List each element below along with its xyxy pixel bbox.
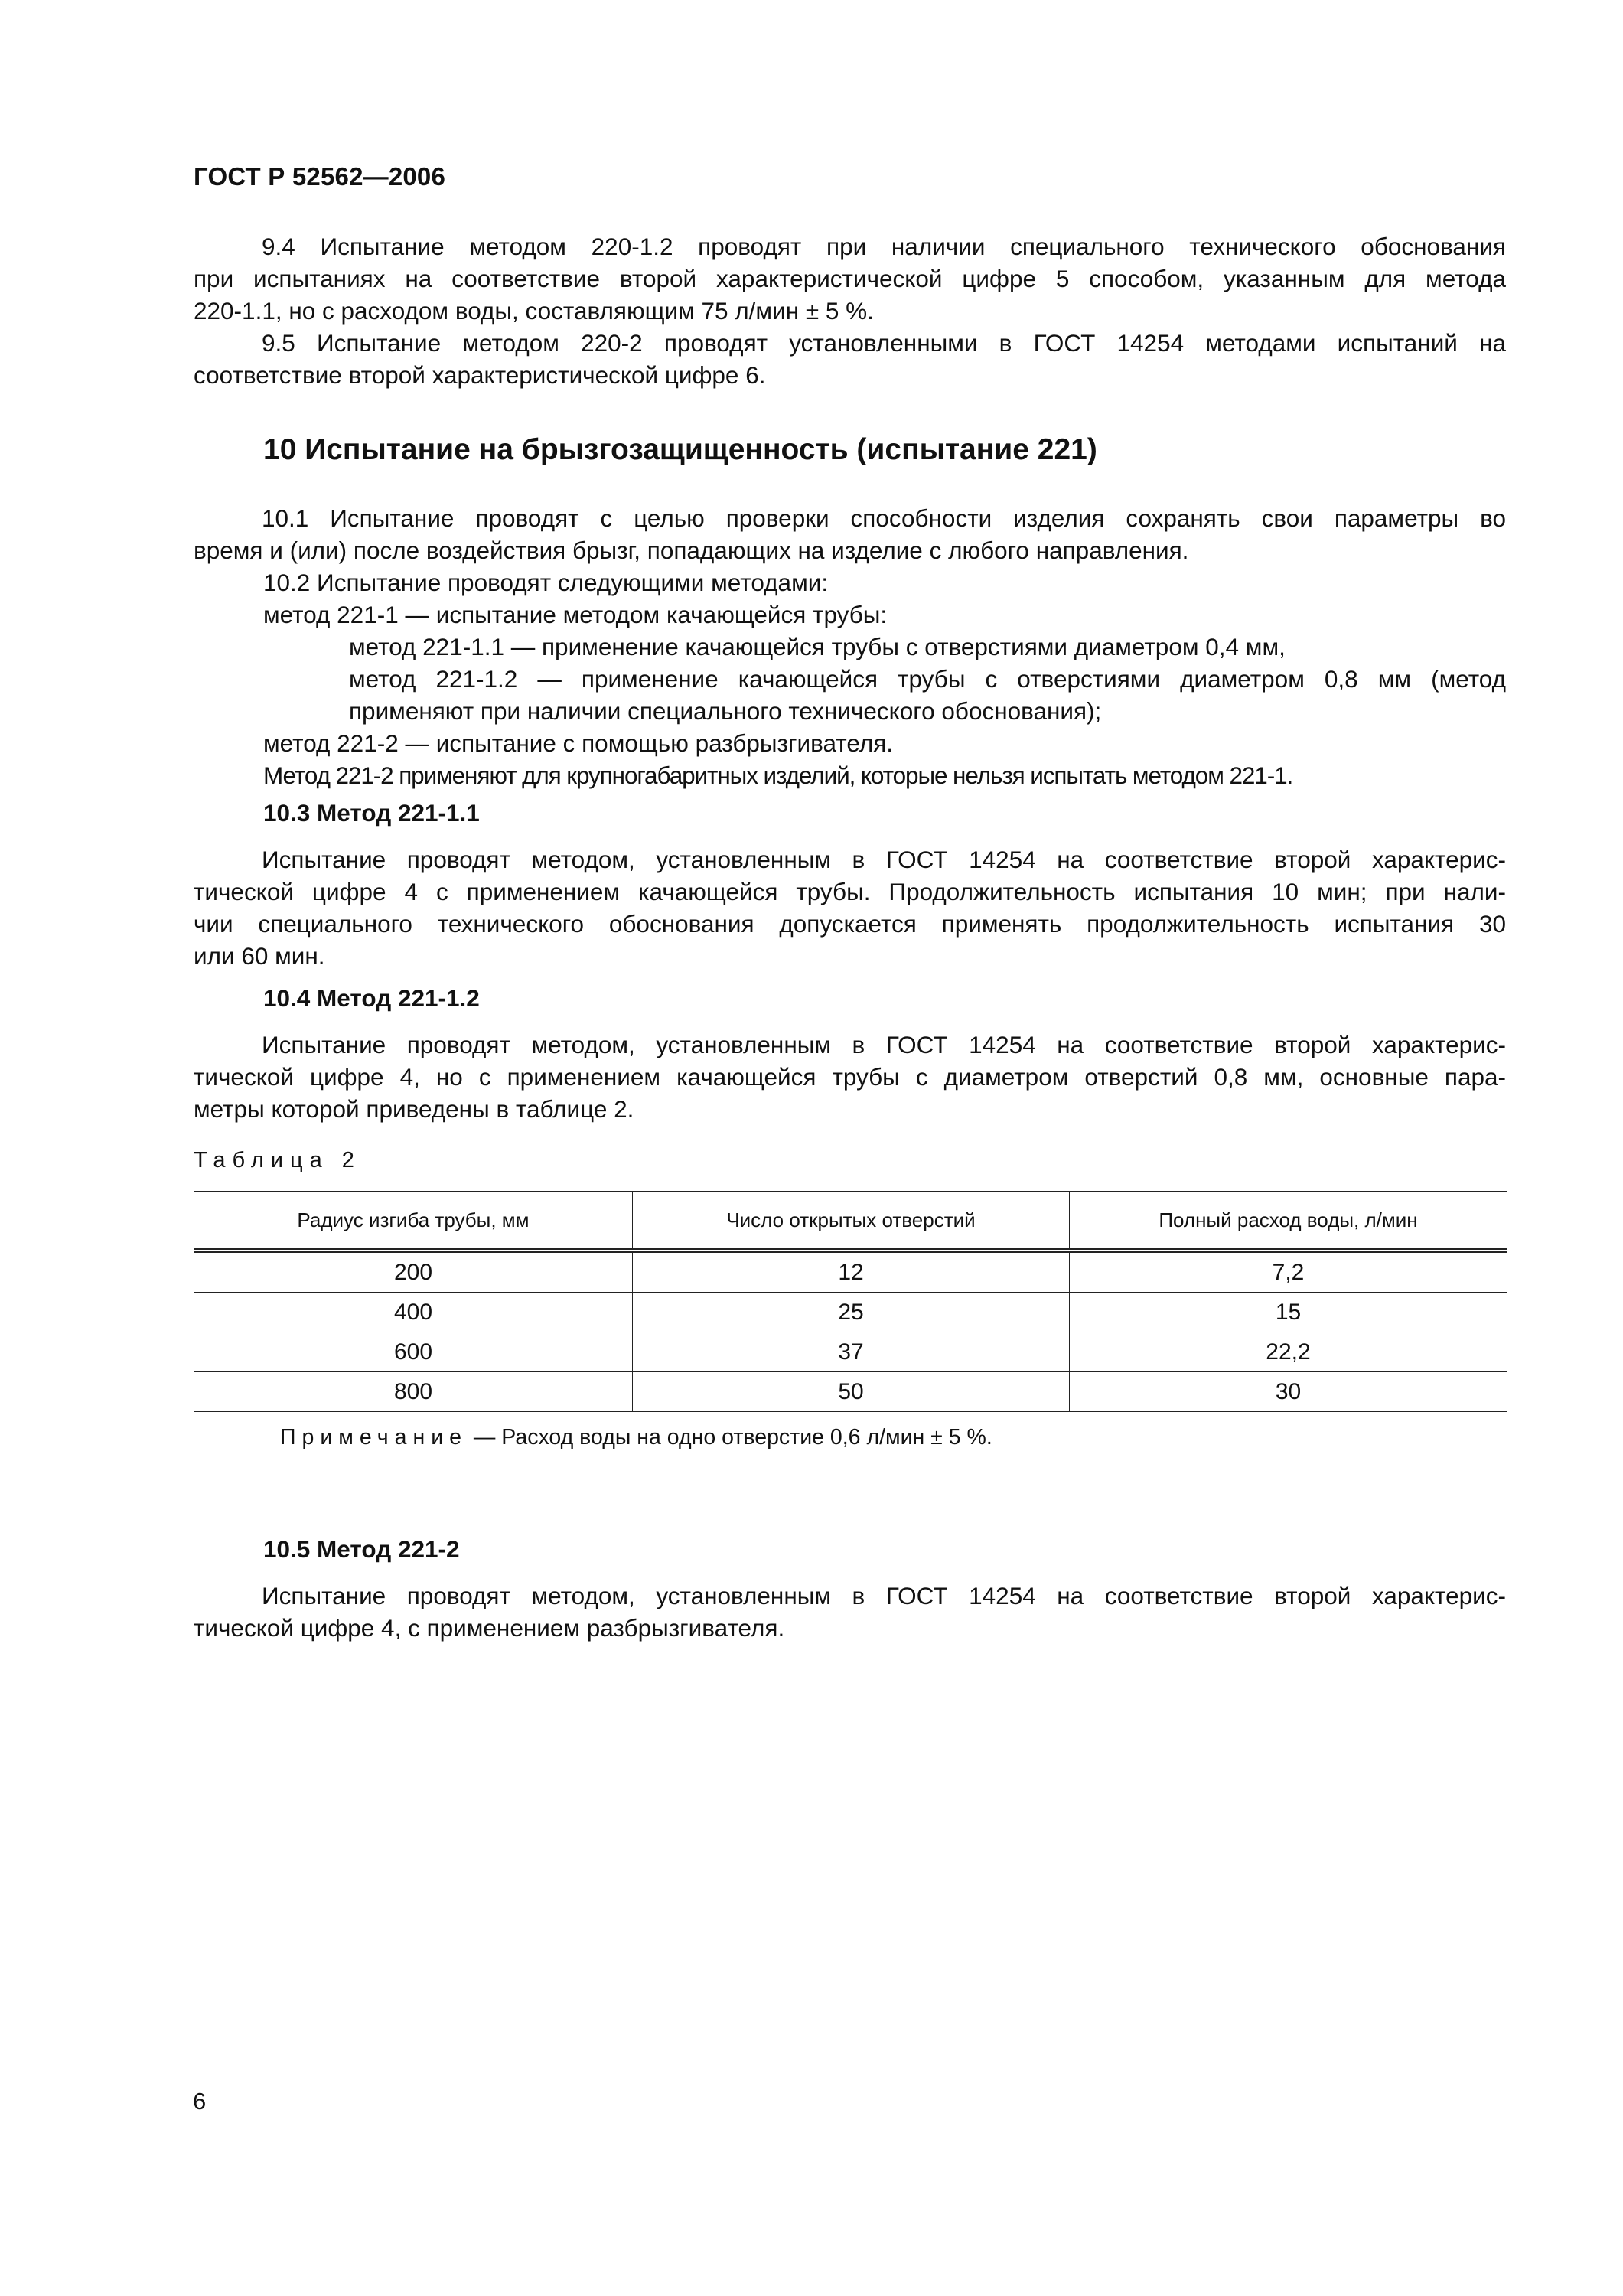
subsection-10-3-heading: 10.3 Метод 221-1.1 bbox=[263, 799, 480, 827]
method-221-1-2-cont: применяют при наличии специального технического обоснования); bbox=[349, 697, 1102, 725]
paragraph-10-3-line: Испытание проводят методом, установленным в ГОСТ 14254 на соответствие второй характерис- bbox=[262, 846, 1506, 873]
paragraph-9-5-line: 9.5 Испытание методом 220-2 проводят установленными в ГОСТ 14254 методами испытаний на bbox=[262, 329, 1506, 357]
paragraph-9-4-line: 220-1.1, но с расходом воды, составляющим 75 л/мин ± 5 %. bbox=[194, 297, 874, 325]
table-note-label: Примечание bbox=[280, 1424, 468, 1450]
paragraph-10-2: 10.2 Испытание проводят следующими методами: bbox=[263, 569, 829, 596]
table-cell: 12 bbox=[633, 1251, 1070, 1293]
method-221-2-note: Метод 221-2 применяют для крупногабаритных изделий, которые нельзя испытать методом 221-1. bbox=[263, 762, 1293, 789]
section-10-heading: 10 Испытание на брызгозащищенность (испытание 221) bbox=[263, 433, 1097, 466]
subsection-10-5-heading: 10.5 Метод 221-2 bbox=[263, 1535, 460, 1563]
table-cell: 400 bbox=[194, 1293, 633, 1332]
table-cell: 37 bbox=[633, 1332, 1070, 1372]
paragraph-10-4-line: Испытание проводят методом, установленным в ГОСТ 14254 на соответствие второй характерис- bbox=[262, 1031, 1506, 1058]
paragraph-10-4-line: метры которой приведены в таблице 2. bbox=[194, 1095, 634, 1123]
paragraph-10-1-line: 10.1 Испытание проводят с целью проверки способности изделия сохранять свои параметры во bbox=[262, 504, 1506, 532]
method-221-2: метод 221-2 — испытание с помощью разбрызгивателя. bbox=[263, 729, 894, 757]
column-header: Число открытых отверстий bbox=[633, 1192, 1070, 1251]
column-header: Радиус изгиба трубы, мм bbox=[194, 1192, 633, 1251]
paragraph-10-3-line: чии специального технического обоснования допускается применять продолжительность испытания 30 bbox=[194, 910, 1506, 938]
table-cell: 30 bbox=[1070, 1372, 1507, 1412]
paragraph-10-3-line: или 60 мин. bbox=[194, 942, 325, 970]
table-cell: 600 bbox=[194, 1332, 633, 1372]
table-note-row bbox=[194, 1412, 1507, 1463]
paragraph-10-1-line: время и (или) после воздействия брызг, попадающих на изделие с любого направления. bbox=[194, 536, 1189, 564]
paragraph-10-5-line: тической цифре 4, с применением разбрызгивателя. bbox=[194, 1614, 785, 1642]
table-cell: 800 bbox=[194, 1372, 633, 1412]
paragraph-10-4-line: тической цифре 4, но с применением качающейся трубы с диаметром отверстий 0,8 мм, основные пара- bbox=[194, 1063, 1506, 1091]
method-221-1: метод 221-1 — испытание методом качающейся трубы: bbox=[263, 601, 888, 628]
table-cell: 200 bbox=[194, 1251, 633, 1293]
table-row bbox=[194, 1332, 1507, 1372]
table-caption: Таблица 2 bbox=[194, 1148, 361, 1172]
table-cell: 22,2 bbox=[1070, 1332, 1507, 1372]
running-head: ГОСТ Р 52562—2006 bbox=[194, 162, 446, 191]
table-note bbox=[194, 1412, 1507, 1463]
paragraph-9-4-line: 9.4 Испытание методом 220-1.2 проводят при наличии специального технического обоснования bbox=[262, 233, 1506, 260]
table-row bbox=[194, 1372, 1507, 1412]
table-row bbox=[194, 1293, 1507, 1332]
paragraph-9-5-line: соответствие второй характеристической цифре 6. bbox=[194, 361, 766, 389]
page-number: 6 bbox=[193, 2088, 207, 2115]
method-221-1-1: метод 221-1.1 — применение качающейся трубы с отверстиями диаметром 0,4 мм, bbox=[349, 633, 1286, 660]
table-header-row bbox=[194, 1192, 1507, 1251]
table-cell: 25 bbox=[633, 1293, 1070, 1332]
method-221-1-2: метод 221-1.2 — применение качающейся трубы с отверстиями диаметром 0,8 мм (метод bbox=[349, 665, 1506, 693]
paragraph-9-4-line: при испытаниях на соответствие второй характеристической цифре 5 способом, указанным для метода bbox=[194, 265, 1506, 292]
paragraph-10-5-line: Испытание проводят методом, установленным в ГОСТ 14254 на соответствие второй характерис- bbox=[262, 1582, 1506, 1609]
subsection-10-4-heading: 10.4 Метод 221-1.2 bbox=[263, 984, 480, 1012]
table-cell: 15 bbox=[1070, 1293, 1507, 1332]
table-note-text: — Расход воды на одно отверстие 0,6 л/мин ± 5 %. bbox=[467, 1424, 992, 1450]
table-2 bbox=[194, 1191, 1507, 1463]
table-cell: 7,2 bbox=[1070, 1251, 1507, 1293]
paragraph-10-3-line: тической цифре 4 с применением качающейся трубы. Продолжительность испытания 10 мин; при нали- bbox=[194, 878, 1506, 905]
table-row bbox=[194, 1251, 1507, 1293]
column-header: Полный расход воды, л/мин bbox=[1070, 1192, 1507, 1251]
table-cell: 50 bbox=[633, 1372, 1070, 1412]
